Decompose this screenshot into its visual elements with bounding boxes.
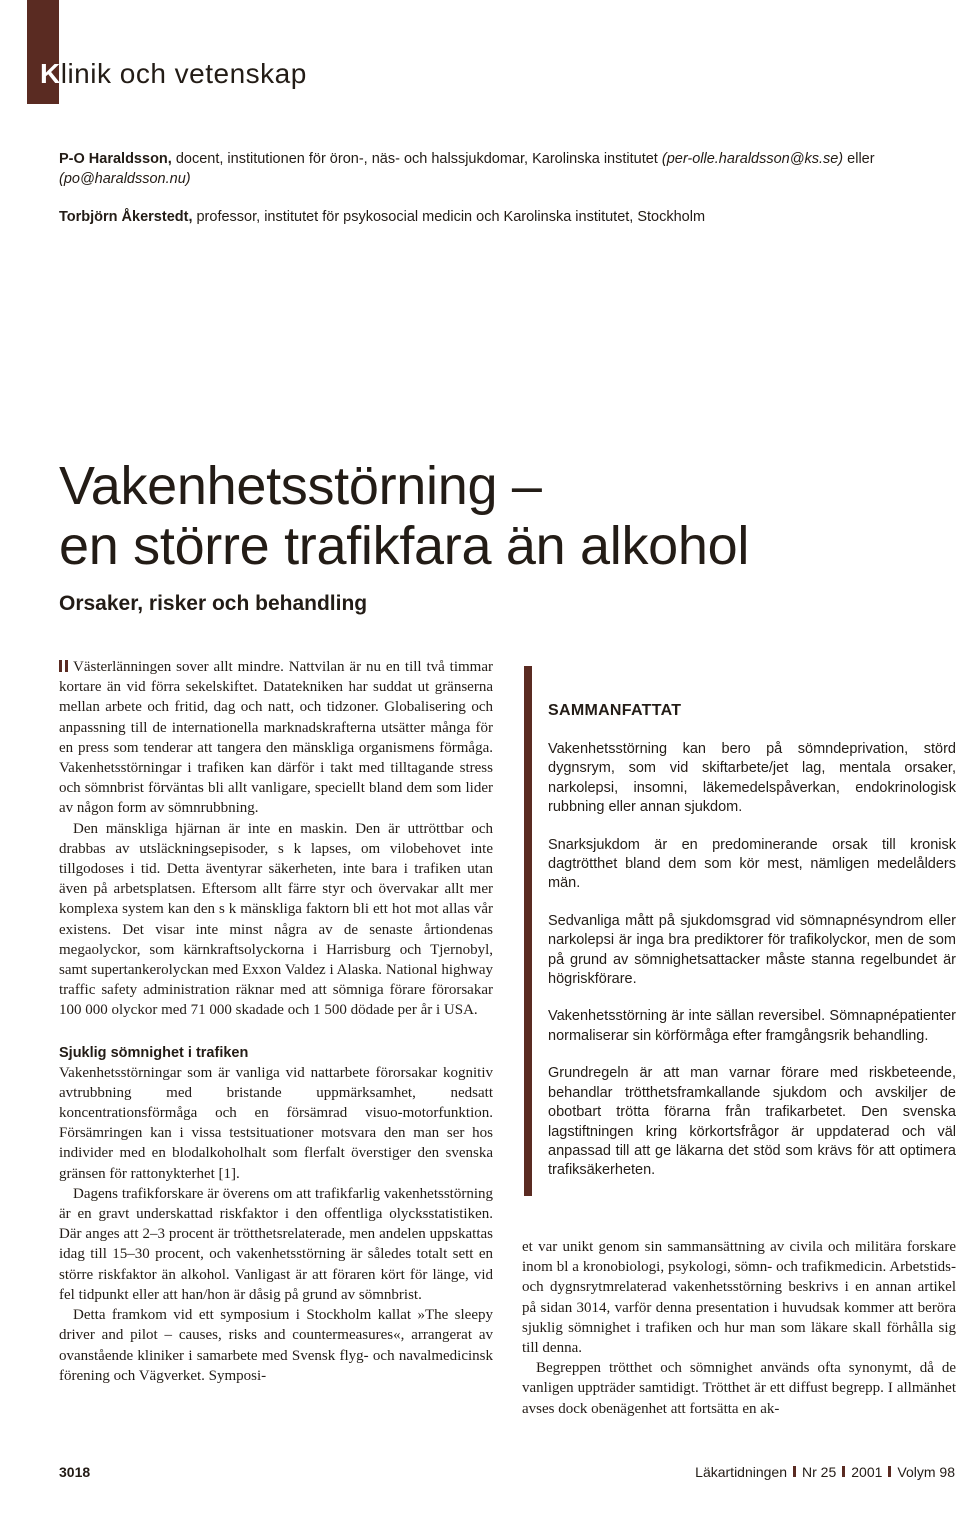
paragraph xyxy=(59,657,493,819)
summary-point: Vakenhetsstörning kan bero på sömndeprivation, störd dygnsrym, som vid skiftarbete/jet lag, mentala orsaker, narkolepsi, insomni, läkemedelspåverkan, endokrinologisk rubbning eller annan sjukdom. xyxy=(548,741,956,816)
summary-accent-bar xyxy=(524,666,532,1196)
paragraph: et var unikt genom sin sammansättning av civila och militära forskare inom bl a kronobiologi, psykologi, sömn- och trafikmedicin. Arbetstids- och dygnsrytmrelaterad vakenhetsstörning beskrivs i en annan artikel på sidan 3014, varför denna presentation i huvudsak kommer att beröra sjuklig sömnighet i trafiken och hur man som läkare skall förhålla sig till denna. xyxy=(522,1239,956,1357)
paragraph: Begreppen trötthet och sömnighet används ofta synonymt, då de vanligen uppträder samtidigt. Trötthet är ett diffust begrepp. I allmänhet avses dock obenägenhet att fortsätta en ak- xyxy=(522,1360,956,1417)
volume: Volym 98 xyxy=(897,1464,955,1480)
paragraph: Den mänskliga hjärnan är inte en maskin. Den är uttröttbar och drabbas av utsläckningsepisoder, s k lapses, om vilobehovet inte tillgodoses i tid. Detta äventyrar säkerheten, inte bara i trafiken utan även på arbetsplatsen. Eftersom allt färre styr och övervakar allt mer komplexa system kan den s k mänskliga faktorn bli ett hot mot allas vår existens. Det visar inte minst några av de senaste årtiondenas megaolyckor, som kärnkraftsolyckorna i Harrisburg och Tjernobyl, samt supertankerolyckan med Exxon Valdez i Alaska. National highway traffic safety administration räknar med att sömniga förare förorsakar 100 000 olyckor med 71 000 skadade och 1 500 dödade per år i USA. xyxy=(59,820,493,1019)
author-block xyxy=(59,149,954,245)
author-2 xyxy=(59,207,954,227)
year: 2001 xyxy=(851,1464,883,1480)
body-column-right xyxy=(522,1237,956,1419)
paragraph: Detta framkom vid ett symposium i Stockholm kallat »The sleepy driver and pilot – causes, risks and countermeasures«, arrangerat av ovanstående kliniker i samarbete med Svensk flyg- och navalmedicinsk förening och Vägverket. Symposi- xyxy=(59,1307,493,1384)
summary-heading: SAMMANFATTAT xyxy=(548,702,682,719)
summary-point: Grundregeln är att man varnar förare med riskbeteende, behandlar trötthetsframkallande sjukdom och avskiljer de obotbart trötta förarna från trafikarbetet. Den svenska lagstiftningen kring körkortsfrågor är uppdaterad och väl anpassad till att ge läkarna det stöd som krävs för att optimera trafiksäkerheten. xyxy=(548,1065,956,1179)
rubric-initial: K xyxy=(40,58,61,89)
section-rubric xyxy=(40,58,307,90)
author-2-name: Torbjörn Åkerstedt, xyxy=(59,209,193,225)
section-heading: Sjuklig sömnighet i trafiken xyxy=(59,1044,249,1061)
summary-point: Snarksjukdom är en predominerande orsak till kronisk dagtrötthet bland dem som kör mest, nämligen medelålders män. xyxy=(548,836,956,892)
title-line-2: en större trafikfara än alkohol xyxy=(59,516,750,576)
article-subtitle: Orsaker, risker och behandling xyxy=(59,592,368,615)
page-number: 3018 xyxy=(59,1464,91,1480)
author-1-affiliation: docent, institutionen för öron-, näs- och halssjukdomar, Karolinska institutet xyxy=(171,151,662,167)
author-1-or: eller xyxy=(843,151,875,167)
spacer xyxy=(59,1021,493,1043)
rubric-text: linik och vetenskap xyxy=(60,58,307,89)
paragraph: Vakenhetsstörningar som är vanliga vid nattarbete förorsakar kognitiv avtrubbning med bristande uppmärksamhet, nedsatt koncentrationsförmåga och en försämrad visuo-motorfunktion. Försämringen kan i vissa testsituationer motsvara den man ser hos individer med en blodalkoholhalt som flerfalt överstiger den svenska gränsen för rattonykterhet [1]. xyxy=(59,1064,493,1182)
author-1-name: P-O Haraldsson, xyxy=(59,151,172,167)
paragraph: Dagens trafikforskare är överens om att trafikfarlig vakenhetsstörning är en gravt underskattad riskfaktor i den offentliga olycksstatistiken. Där anges att 2–3 procent är trötthetsrelaterade, men andelen uppskattas idag till 15–30 procent, och vakenhetsstörning är således totalt sett en större riskfaktor än alkohol. Vanligast är att föraren kört för länge, vid fel tidpunkt eller att han/hon är dåsig på grund av sömnbrist. xyxy=(59,1185,493,1303)
author-1 xyxy=(59,149,954,189)
paragraph-text: Västerlänningen sover allt mindre. Nattvilan är nu en till två timmar kortare än vid förra sekelskiftet. Datatekniken har suddat ut gränserna mellan arbete och fritid, dag och natt, och tidzoner. Globalisering och anpassning till de internationella marknadskrafterna utsätter många för en press som tenderar att tangera den mänskliga organismens förmåga. Vakenhetsstörningar i trafiken kan därför i takt med tilltagande stress och sömnbrist förväntas bli allt vanligare, speciellt bland dem som lider av någon form av sömnrubbning. xyxy=(59,659,493,817)
separator-bar xyxy=(793,1466,796,1477)
article-title xyxy=(59,456,749,576)
issue-number: Nr 25 xyxy=(802,1464,837,1480)
separator-bar xyxy=(842,1466,845,1477)
journal-name: Läkartidningen xyxy=(695,1464,788,1480)
running-footer xyxy=(695,1463,955,1481)
summary-point: Sedvanliga mått på sjukdomsgrad vid sömnapnésyndrom eller narkolepsi är inga bra prediktorer för trafikolyckor, men de som på grund av sömnighetsattacker måste stanna regelbundet är högriskförare. xyxy=(548,912,956,988)
title-line-1: Vakenhetsstörning – xyxy=(59,456,542,516)
author-2-affiliation: professor, institutet för psykosocial medicin och Karolinska institutet, Stockholm xyxy=(192,209,706,225)
author-1-email[interactable]: (per-olle.haraldsson@ks.se) xyxy=(661,151,844,167)
section-start-icon xyxy=(59,660,68,672)
summary-point: Vakenhetsstörning är inte sällan reversibel. Sömnapnépatienter normaliserar sin körförmåga efter framgångsrik behandling. xyxy=(548,1008,956,1044)
body-column-left xyxy=(59,657,493,1386)
author-1-email-alt[interactable]: (po@haraldsson.nu) xyxy=(59,171,191,187)
separator-bar xyxy=(888,1466,891,1477)
summary-box xyxy=(548,700,956,1199)
